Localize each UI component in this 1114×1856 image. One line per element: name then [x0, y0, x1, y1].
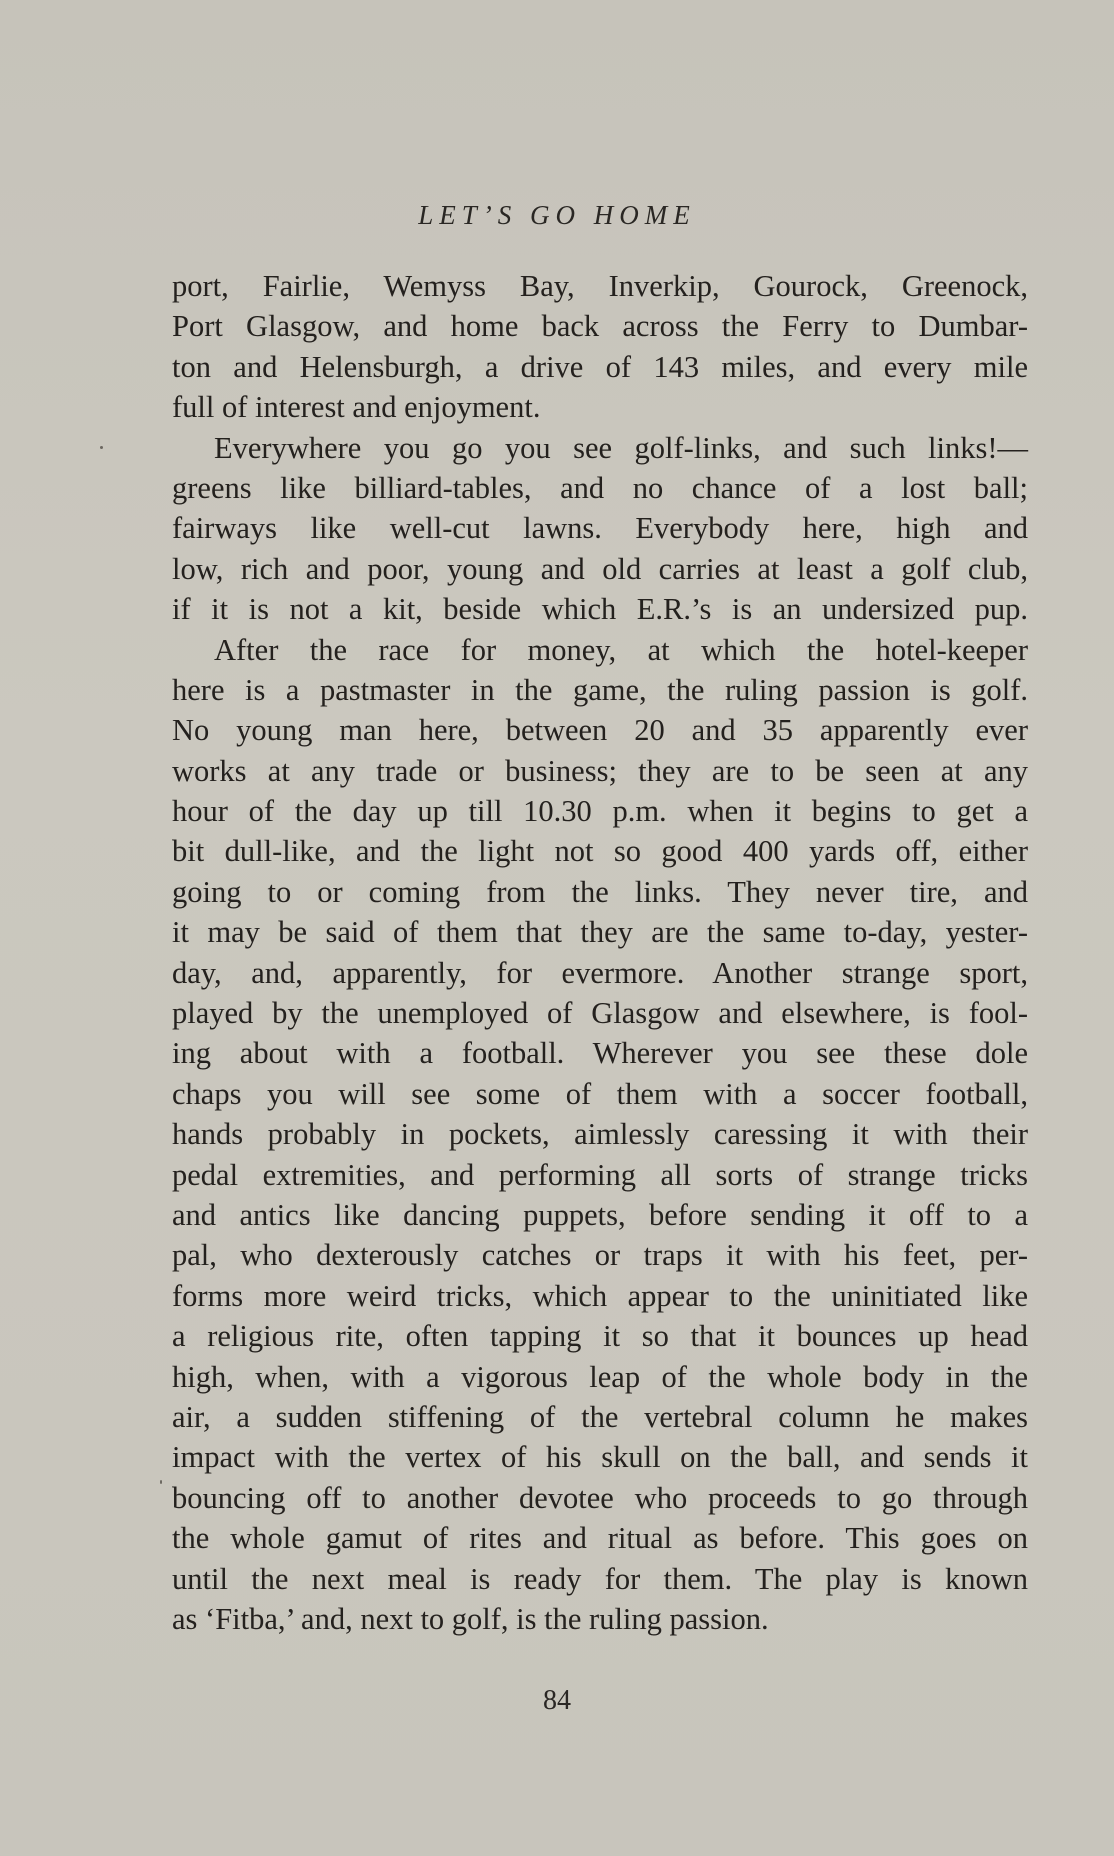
text-line: No young man here, between 20 and 35 apparently ever: [172, 713, 1028, 748]
text-line: impact with the vertex of his skull on the ball, and sends it: [172, 1440, 1028, 1475]
text-line: After the race for money, at which the hotel-keeper: [214, 632, 1028, 667]
text-line: works at any trade or business; they are to be seen at any: [172, 753, 1028, 788]
text-line: a religious rite, often tapping it so that it bounces up head: [172, 1319, 1028, 1354]
text-line: pedal extremities, and performing all sorts of strange tricks: [172, 1157, 1028, 1192]
text-line: as ‘Fitba,’ and, next to golf, is the ruling passion.: [172, 1601, 769, 1636]
page-number: 84: [543, 1685, 571, 1716]
text-line: high, when, with a vigorous leap of the whole body in the: [172, 1359, 1028, 1394]
text-line: fairways like well-cut lawns. Everybody here, high and: [172, 511, 1028, 546]
text-line: air, a sudden stiffening of the vertebral column he makes: [172, 1399, 1028, 1434]
text-line: port, Fairlie, Wemyss Bay, Inverkip, Gourock, Greenock,: [172, 269, 1028, 303]
text-line: low, rich and poor, young and old carries at least a golf club,: [172, 551, 1028, 586]
text-line: chaps you will see some of them with a soccer football,: [172, 1076, 1028, 1111]
text-line: pal, who dexterously catches or traps it with his feet, per-: [172, 1238, 1028, 1273]
text-line: bit dull-like, and the light not so good 400 yards off, either: [172, 834, 1028, 869]
text-line: ing about with a football. Wherever you see these dole: [172, 1036, 1028, 1071]
running-head: LET’S GO HOME: [418, 200, 696, 230]
text-line: Port Glasgow, and home back across the Ferry to Dumbar-: [172, 309, 1028, 344]
text-line: forms more weird tricks, which appear to the uninitiated like: [172, 1278, 1028, 1313]
text-line: until the next meal is ready for them. The play is known: [172, 1561, 1028, 1596]
text-line: and antics like dancing puppets, before sending it off to a: [172, 1197, 1028, 1232]
text-line: if it is not a kit, beside which E.R.’s is an undersized pup.: [172, 592, 1028, 627]
text-line: greens like billiard-tables, and no chance of a lost ball;: [172, 470, 1028, 505]
text-line: hands probably in pockets, aimlessly caressing it with their: [172, 1117, 1028, 1152]
text-line: the whole gamut of rites and ritual as before. This goes on: [172, 1521, 1028, 1556]
page-speck: [100, 446, 103, 449]
text-line: played by the unemployed of Glasgow and elsewhere, is fool-: [172, 996, 1028, 1031]
body-text: [172, 266, 1028, 1639]
text-line: day, and, apparently, for evermore. Another strange sport,: [172, 955, 1028, 990]
text-line: ton and Helensburgh, a drive of 143 miles, and every mile: [172, 349, 1028, 384]
text-line: full of interest and enjoyment.: [172, 390, 541, 425]
text-line: bouncing off to another devotee who proceeds to go through: [172, 1480, 1028, 1515]
text-line: hour of the day up till 10.30 p.m. when it begins to get a: [172, 794, 1028, 829]
text-line: it may be said of them that they are the same to-day, yester-: [172, 915, 1028, 950]
page-speck: [160, 1480, 162, 1484]
text-line: here is a pastmaster in the game, the ruling passion is golf.: [172, 672, 1028, 707]
text-line: going to or coming from the links. They never tire, and: [172, 874, 1028, 909]
text-line: Everywhere you go you see golf-links, and such links!—: [214, 430, 1028, 465]
